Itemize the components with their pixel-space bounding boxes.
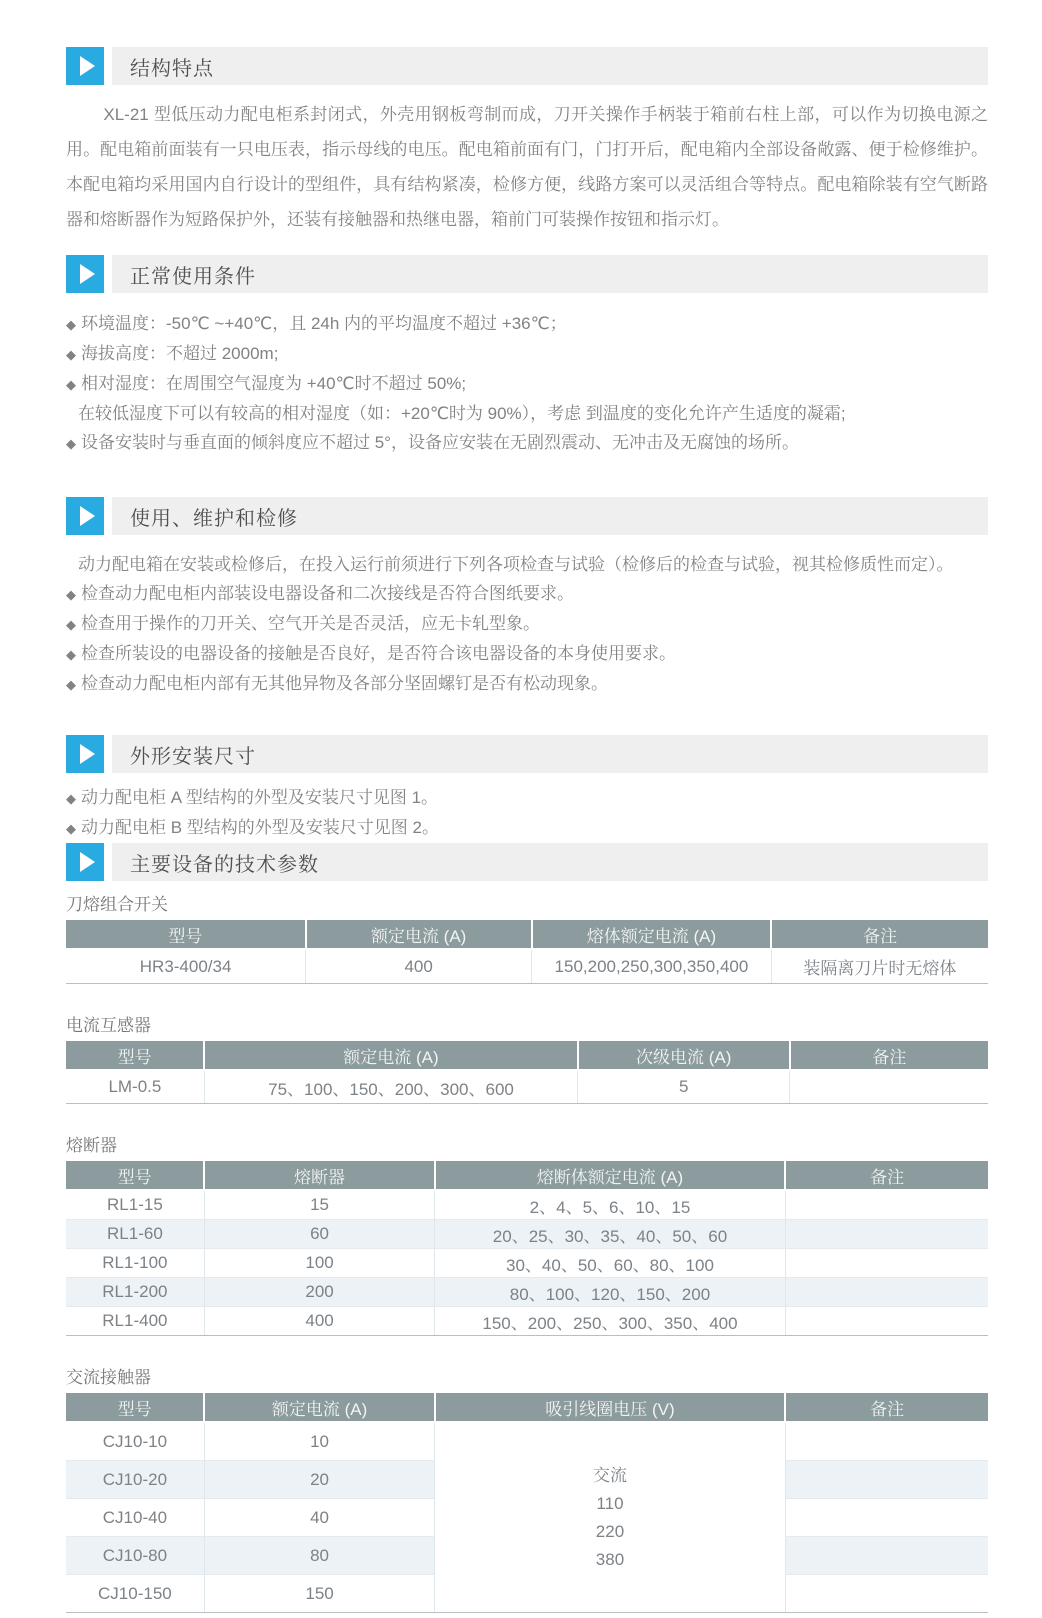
column-header: 额定电流 (A): [204, 1393, 435, 1422]
bullet-text: 动力配电柜 B 型结构的外型及安装尺寸见图 2。: [81, 818, 439, 837]
bullet-item: [66, 609, 988, 639]
table-group-4: [66, 1368, 988, 1613]
normal-use-conditions-list: [66, 309, 988, 458]
table-cell: RL1-200: [66, 1278, 204, 1307]
data-table: [66, 1161, 988, 1336]
bullet-text: 动力配电柜 A 型结构的外型及安装尺寸见图 1。: [81, 788, 439, 807]
table-cell: [785, 1461, 988, 1499]
table-cell: 75、100、150、200、300、600: [204, 1070, 577, 1104]
table-cell: 30、40、50、60、80、100: [435, 1249, 785, 1278]
section-header-use-maintenance: [66, 497, 988, 535]
bullet-text: 动力配电箱在安装或检修后，在投入运行前须进行下列各项检查与试验（检修后的检查与试验，视其检修质性而定）。: [78, 555, 954, 574]
table-cell: [790, 1070, 988, 1104]
section-title: 外形安装尺寸: [130, 745, 256, 768]
table-cell: [785, 1499, 988, 1537]
table-group-1: [66, 895, 988, 984]
merged-cell-line: 220: [595, 1521, 625, 1541]
table-cell: [785, 1575, 988, 1613]
column-header: 额定电流 (A): [306, 920, 532, 949]
table-cell: 60: [204, 1220, 435, 1249]
table-cell: CJ10-10: [66, 1422, 204, 1461]
table-cell: [785, 1220, 988, 1249]
bullet-text: 海拔高度：不超过 2000m;: [81, 344, 279, 363]
merged-cell-line: 380: [595, 1549, 625, 1569]
column-header: 吸引线圈电压 (V): [435, 1393, 785, 1422]
table-cell: CJ10-150: [66, 1575, 204, 1613]
table-cell: 150,200,250,300,350,400: [532, 949, 772, 984]
table-cell: RL1-400: [66, 1307, 204, 1336]
section-title: 正常使用条件: [130, 265, 256, 288]
column-header: 型号: [66, 920, 306, 949]
column-header: 型号: [66, 1041, 204, 1070]
table-cell: [785, 1422, 988, 1461]
table-cell: 2、4、5、6、10、15: [435, 1190, 785, 1220]
section-header-structural-features: [66, 47, 988, 85]
column-header: 型号: [66, 1393, 204, 1422]
section-bar-background: [112, 255, 988, 293]
diamond-bullet-icon: ◆: [66, 677, 76, 692]
bullet-text: 检查动力配电柜内部装设电器设备和二次接线是否符合图纸要求。: [81, 584, 574, 603]
bullet-item: [66, 669, 988, 699]
bullet-text: 检查所装设的电器设备的接触是否良好，是否符合该电器设备的本身使用要求。: [81, 644, 676, 663]
table-cell: 200: [204, 1278, 435, 1307]
table-cell: 10: [204, 1422, 435, 1461]
table-cell: 40: [204, 1499, 435, 1537]
section-arrow-icon: [66, 735, 104, 773]
table-cell: 400: [306, 949, 532, 984]
table-label: 交流接触器: [66, 1368, 151, 1387]
play-triangle-icon: [80, 744, 95, 764]
column-header: 次级电流 (A): [578, 1041, 790, 1070]
table-group-3: [66, 1136, 988, 1336]
table-cell: 400: [204, 1307, 435, 1336]
text-line: [66, 399, 988, 428]
bullet-text: 检查用于操作的刀开关、空气开关是否灵活，应无卡轧型象。: [81, 614, 540, 633]
table-cell: 20: [204, 1461, 435, 1499]
data-table: [66, 1393, 988, 1613]
outline-dimensions-list: [66, 783, 988, 843]
structural-features-paragraph: XL-21 型低压动力配电柜系封闭式，外壳用钢板弯制而成，刀开关操作手柄装于箱前右柱上部，可以作为切换电源之用。配电箱前面装有一只电压表，指示母线的电压。配电箱前面有门，门打开后，配电箱内全部设备敞露、便于检修维护。本配电箱均采用国内自行设计的型组件，具有结构紧凑，检修方便，线路方案可以灵活组合等特点。配电箱除装有空气断路器和熔断器作为短路保护外，还装有接触器和热继电器，箱前门可装操作按钮和指示灯。: [66, 105, 988, 229]
diamond-bullet-icon: ◆: [66, 821, 76, 836]
bullet-item: [66, 639, 988, 669]
bullet-text: 相对湿度：在周围空气湿度为 +40℃时不超过 50%;: [81, 374, 467, 393]
table-cell: RL1-60: [66, 1220, 204, 1249]
merged-cell-line: 110: [596, 1493, 624, 1513]
table-cell: 20、25、30、35、40、50、60: [435, 1220, 785, 1249]
section-header-normal-use-conditions: [66, 255, 988, 293]
section-arrow-icon: [66, 255, 104, 293]
header-row: [66, 1393, 988, 1422]
section-title: 使用、维护和检修: [130, 507, 298, 530]
table-cell: HR3-400/34: [66, 949, 306, 984]
header-row: [66, 1041, 988, 1070]
bullet-text: 在较低湿度下可以有较高的相对湿度（如：+20℃时为 90%），考虑 到温度的变化允许产生适度的凝霜;: [78, 404, 846, 423]
column-header: 熔体额定电流 (A): [532, 920, 772, 949]
bullet-item: [66, 579, 988, 609]
bullet-item: [66, 309, 988, 339]
bullet-text: 设备安装时与垂直面的倾斜度应不超过 5°，设备应安装在无剧烈震动、无冲击及无腐蚀的场所。: [81, 433, 799, 452]
section-bar-background: [112, 47, 988, 85]
column-header: 型号: [66, 1161, 204, 1190]
bullet-text: 环境温度：-50℃ ~+40℃，且 24h 内的平均温度不超过 +36℃；: [81, 314, 567, 333]
table-cell: 100: [204, 1249, 435, 1278]
play-triangle-icon: [80, 852, 95, 872]
bullet-item: [66, 339, 988, 369]
header-row: [66, 1161, 988, 1190]
section-header-main-parameters: [66, 843, 988, 881]
table-cell: [785, 1278, 988, 1307]
bullet-item: [66, 369, 988, 399]
bullet-text: 检查动力配电柜内部有无其他异物及各部分坚固螺钉是否有松动现象。: [81, 674, 608, 693]
table-cell: 装隔离刀片时无熔体: [771, 949, 988, 984]
table-cell: 80: [204, 1537, 435, 1575]
diamond-bullet-icon: ◆: [66, 647, 76, 662]
diamond-bullet-icon: ◆: [66, 436, 76, 451]
section-bar-background: [112, 497, 988, 535]
diamond-bullet-icon: ◆: [66, 617, 76, 632]
data-table: [66, 1041, 988, 1104]
bullet-item: [66, 813, 988, 843]
table-label: 熔断器: [66, 1136, 117, 1155]
column-header: 备注: [771, 920, 988, 949]
table-row: [66, 1249, 988, 1278]
table-row: [66, 1070, 988, 1104]
table-cell: CJ10-20: [66, 1461, 204, 1499]
table-cell: [785, 1307, 988, 1336]
table-cell: [785, 1537, 988, 1575]
column-header: 备注: [785, 1393, 988, 1422]
diamond-bullet-icon: ◆: [66, 317, 76, 332]
table-row: [66, 1307, 988, 1336]
section-bar-background: [112, 843, 988, 881]
table-row: [66, 1422, 988, 1461]
header-row: [66, 920, 988, 949]
table-cell: [785, 1249, 988, 1278]
diamond-bullet-icon: ◆: [66, 791, 76, 806]
table-cell: CJ10-80: [66, 1537, 204, 1575]
data-table: [66, 920, 988, 984]
section-title: 结构特点: [130, 57, 214, 80]
play-triangle-icon: [80, 506, 95, 526]
table-row: [66, 1220, 988, 1249]
play-triangle-icon: [80, 264, 95, 284]
column-header: 额定电流 (A): [204, 1041, 577, 1070]
section-arrow-icon: [66, 47, 104, 85]
table-row: [66, 1278, 988, 1307]
diamond-bullet-icon: ◆: [66, 377, 76, 392]
table-cell: 5: [578, 1070, 790, 1104]
table-group-2: [66, 1016, 988, 1104]
text-line: [66, 550, 988, 579]
table-cell: 150、200、250、300、350、400: [435, 1307, 785, 1336]
table-cell: LM-0.5: [66, 1070, 204, 1104]
bullet-item: [66, 783, 988, 813]
section-arrow-icon: [66, 497, 104, 535]
play-triangle-icon: [80, 56, 95, 76]
use-maintenance-list: [66, 550, 988, 699]
merged-cell: [435, 1422, 785, 1613]
table-cell: 150: [204, 1575, 435, 1613]
table-row: [66, 949, 988, 984]
bullet-item: [66, 428, 988, 458]
table-cell: 15: [204, 1190, 435, 1220]
merged-cell-line: 交流: [592, 1465, 627, 1485]
table-cell: RL1-15: [66, 1190, 204, 1220]
table-label: 刀熔组合开关: [66, 895, 168, 914]
table-cell: CJ10-40: [66, 1499, 204, 1537]
section-header-outline-dimensions: [66, 735, 988, 773]
column-header: 熔断器: [204, 1161, 435, 1190]
column-header: 备注: [790, 1041, 988, 1070]
table-label: 电流互感器: [66, 1016, 151, 1035]
column-header: 熔断体额定电流 (A): [435, 1161, 785, 1190]
diamond-bullet-icon: ◆: [66, 347, 76, 362]
table-cell: RL1-100: [66, 1249, 204, 1278]
table-row: [66, 1190, 988, 1220]
column-header: 备注: [785, 1161, 988, 1190]
table-cell: 80、100、120、150、200: [435, 1278, 785, 1307]
section-title: 主要设备的技术参数: [130, 853, 319, 876]
section-arrow-icon: [66, 843, 104, 881]
tables-area: [66, 895, 988, 1613]
table-cell: [785, 1190, 988, 1220]
section-bar-background: [112, 735, 988, 773]
diamond-bullet-icon: ◆: [66, 587, 76, 602]
